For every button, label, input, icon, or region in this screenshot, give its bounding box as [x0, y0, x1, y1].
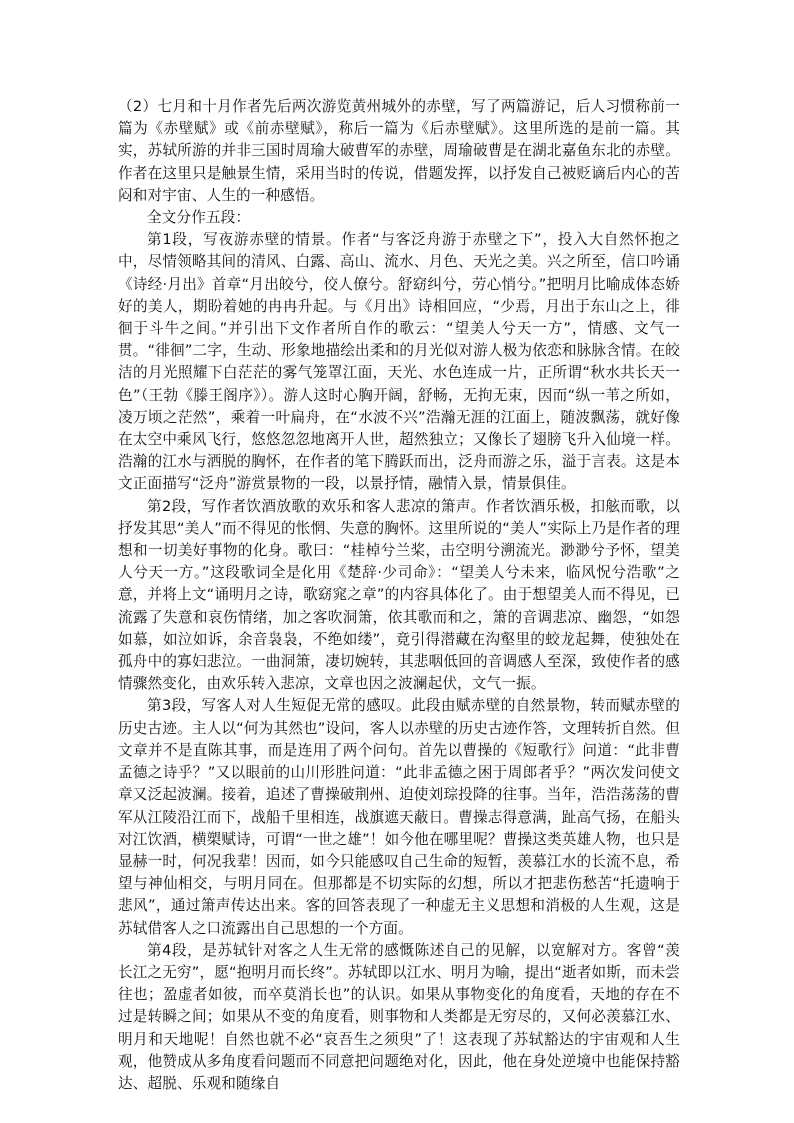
- paragraph-section-1: 第1段，写夜游赤壁的情景。作者“与客泛舟游于赤壁之下”，投入大自然怀抱之中，尽情领略其间的清风、白露、高山、流水、月色、天光之美。兴之所至，信口吟诵《诗经·月出》首章“月出皎兮，佼人僚兮。舒窈纠兮，劳心悄兮。”把明月比喻成体态娇好的美人，期盼着她的冉冉升起。与《月出》诗相回应，“少焉，月出于东山之上，徘徊于斗牛之间。”并引出下文作者所自作的歌云：“望美人兮天一方”，情感、文气一贯。“徘徊”二字，生动、形象地描绘出柔和的月光似对游人极为依恋和脉脉含情。在皎洁的月光照耀下白茫茫的雾气笼罩江面，天光、水色连成一片，正所谓“秋水共长天一色”（王勃《滕王阁序》）。游人这时心胸开阔，舒畅，无拘无束，因而“纵一苇之所如，凌万顷之茫然”，乘着一叶扁舟，在“水波不兴”浩瀚无涯的江面上，随波飘荡，就好像在太空中乘风飞行，悠悠忽忽地离开人世，超然独立；又像长了翅膀飞升入仙境一样。浩瀚的江水与洒脱的胸怀，在作者的笔下腾跃而出，泛舟而游之乐，溢于言表。这是本文正面描写“泛舟”游赏景物的一段，以景抒情，融情入景，情景俱佳。: [118, 231, 680, 493]
- document-page: [118, 96, 680, 1095]
- paragraph-section-3: 第3段，写客人对人生短促无常的感叹。此段由赋赤壁的自然景物，转而赋赤壁的历史古迹。主人以“何为其然也”设问，客人以赤壁的历史古迹作答，文理转折自然。但文章并不是直陈其事，而是连用了两个问句。首先以曹操的《短歌行》问道：“此非曹孟德之诗乎？”又以眼前的山川形胜问道：“此非孟德之困于周郎者乎？”两次发问使文章又泛起波澜。接着，追述了曹操破荆州、迫使刘琮投降的往事。当年，浩浩荡荡的曹军从江陵沿江而下，战船千里相连，战旗遮天蔽日。曹操志得意满，趾高气扬，在船头对江饮酒，横槊赋诗，可谓“一世之雄”！如今他在哪里呢？曹操这类英雄人物，也只是显赫一时，何况我辈！因而，如今只能感叹自己生命的短暂，羡慕江水的长流不息，希望与神仙相交，与明月同在。但那都是不切实际的幻想，所以才把悲伤愁苦“托遗响于悲风”，通过箫声传达出来。客的回答表现了一种虚无主义思想和消极的人生观，这是苏轼借客人之口流露出自己思想的一个方面。: [118, 697, 680, 937]
- paragraph-section-4: 第4段，是苏轼针对客之人生无常的感慨陈述自己的见解，以宽解对方。客曾“羡长江之无穷”，愿“抱明月而长终”。苏轼即以江水、明月为喻，提出“逝者如斯，而未尝往也；盈虚者如彼，而卒莫消长也”的认识。如果从事物变化的角度看，天地的存在不过是转瞬之间；如果从不变的角度看，则事物和人类都是无穷尽的，又何必羡慕江水、明月和天地呢！自然也就不必“哀吾生之须臾”了！这表现了苏轼豁达的宇宙观和人生观，他赞成从多角度看问题而不同意把问题绝对化，因此，他在身处逆境中也能保持豁达、超脱、乐观和随缘自: [118, 941, 680, 1092]
- paragraph-outline-heading: 全文分作五段：: [147, 209, 251, 227]
- paragraph-section-2: 第2段，写作者饮酒放歌的欢乐和客人悲凉的箫声。作者饮酒乐极，扣舷而歌，以抒发其思“美人”而不得见的怅惘、失意的胸怀。这里所说的“美人”实际上乃是作者的理想和一切美好事物的化身。歌曰：“桂棹兮兰桨，击空明兮溯流光。渺渺兮予怀，望美人兮天一方。”这段歌词全是化用《楚辞·少司命》：“望美人兮未来，临风怳兮浩歌”之意，并将上文“诵明月之诗，歌窈窕之章”的内容具体化了。由于想望美人而不得见，已流露了失意和哀伤情绪，加之客吹洞箫，依其歌而和之，箫的音调悲凉、幽怨，“如怨如慕，如泣如诉，余音袅袅，不绝如缕”，竟引得潜藏在沟壑里的蛟龙起舞，使独处在孤舟中的寡妇悲泣。一曲洞箫，凄切婉转，其悲咽低回的音调感人至深，致使作者的感情骤然变化，由欢乐转入悲凉，文章也因之波澜起伏，文气一振。: [118, 497, 680, 693]
- paragraph-intro: （2）七月和十月作者先后两次游览黄州城外的赤壁，写了两篇游记，后人习惯称前一篇为《赤壁赋》或《前赤壁赋》，称后一篇为《后赤壁赋》。这里所选的是前一篇。其实，苏轼所游的并非三国时周瑜大破曹军的赤壁，周瑜破曹是在湖北嘉鱼东北的赤壁。作者在这里只是触景生情，采用当时的传说，借题发挥，以抒发自己被贬谪后内心的苦闷和对宇宙、人生的一种感悟。: [118, 98, 680, 204]
